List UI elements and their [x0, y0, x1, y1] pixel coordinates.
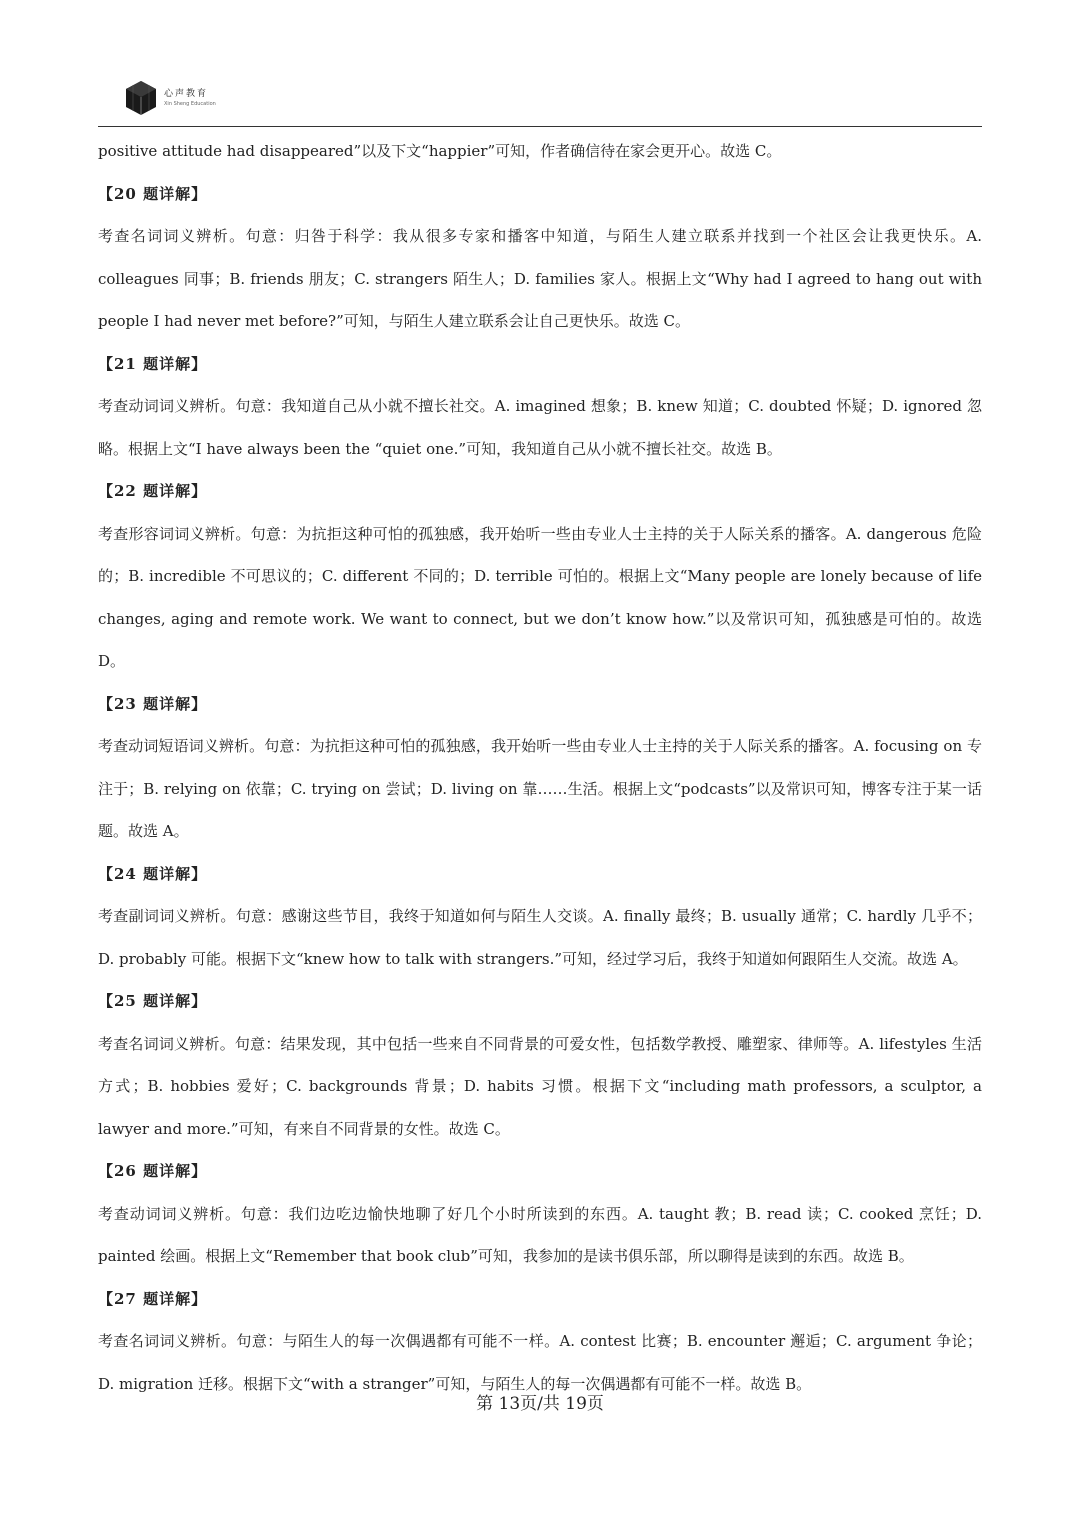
explanation-paragraph-26: 考查动词词义辨析。句意：我们边吃边愉快地聊了好几个小时所读到的东西。A. taught 教；B. read 读；C. cooked 烹饪；D. painted 绘画。根据上文“Remember that book club”可知，我参加的是读书俱乐部，所以聊得是读到的东西。故选 B。 [98, 1204, 982, 1265]
logo-chinese-name: 心声教育 [164, 88, 209, 99]
question-heading-23: 【23 题详解】 [98, 694, 208, 713]
body-paragraph: positive attitude had disappeared”以及下文“happier”可知，作者确信待在家会更开心。故选 C。 [98, 142, 782, 160]
logo-english-name: Xin Sheng Education [164, 100, 216, 107]
question-heading-22: 【22 题详解】 [98, 482, 208, 500]
page-header [98, 78, 982, 127]
explanation-paragraph-27: 考查名词词义辨析。句意：与陌生人的每一次偶遇都有可能不一样。A. contest 比赛；B. encounter 邂逅；C. argument 争论；D. migration 迁移。根据下文“with a stranger”可知，与陌生人的每一次偶遇都有可能不一样。故选 B。 [98, 1332, 982, 1393]
question-heading-24: 【24 题详解】 [98, 864, 208, 883]
explanation-paragraph-22: 考查形容词词义辨析。句意：为抗拒这种可怕的孤独感，我开始听一些由专业人士主持的关于人际关系的播客。A. dangerous 危险的；B. incredible 不可思议的；C. different 不同的；D. terrible 可怕的。根据上文“Many people are lonely because of life changes, aging and remote work. We want to connect, but we don’t know how.”以及常识可知，孤独感是可怕的。故选 D。 [98, 524, 982, 670]
page-number: 第 13页/共 19页 [476, 1394, 604, 1414]
question-heading-27: 【27 题详解】 [98, 1289, 208, 1308]
question-heading-25: 【25 题详解】 [98, 992, 208, 1010]
explanation-paragraph-25: 考查名词词义辨析。句意：结果发现，其中包括一些来自不同背景的可爱女性，包括数学教授、雕塑家、律师等。A. lifestyles 生活方式；B. hobbies 爱好；C. backgrounds 背景；D. habits 习惯。根据下文“including math professors, a sculptor, a lawyer and more.”可知，有来自不同背景的女性。故选 C。 [98, 1034, 982, 1138]
question-heading-26: 【26 题详解】 [98, 1162, 208, 1180]
explanation-paragraph-23: 考查动词短语词义辨析。句意：为抗拒这种可怕的孤独感，我开始听一些由专业人士主持的关于人际关系的播客。A. focusing on 专注于；B. relying on 依靠；C. trying on 尝试；D. living on 靠……生活。根据上文“podcasts”以及常识可知，博客专注于某一话题。故选 A。 [98, 737, 982, 840]
explanation-paragraph-21: 考查动词词义辨析。句意：我知道自己从小就不擅长社交。A. imagined 想象；B. knew 知道；C. doubted 怀疑；D. ignored 忽略。根据上文“I have always been the “quiet one.”可知，我知道自己从小就不擅长社交。故选 B。 [98, 397, 982, 458]
explanation-paragraph-20: 考查名词词义辨析。句意：归咎于科学：我从很多专家和播客中知道，与陌生人建立联系并找到一个社区会让我更快乐。A. colleagues 同事；B. friends 朋友；C. strangers 陌生人；D. families 家人。根据上文“Why had I agreed to hang out with people I had never met before?”可知，与陌生人建立联系会让自己更快乐。故选 C。 [98, 227, 982, 330]
question-heading-20: 【20 题详解】 [98, 184, 208, 203]
logo-cube-icon [124, 80, 158, 116]
logo [124, 80, 216, 116]
document-body [98, 130, 982, 1405]
explanation-paragraph-24: 考查副词词义辨析。句意：感谢这些节目，我终于知道如何与陌生人交谈。A. finally 最终；B. usually 通常；C. hardly 几乎不；D. probably 可能。根据下文“knew how to talk with strangers.”可知，经过学习后，我终于知道如何跟陌生人交流。故选 A。 [98, 907, 982, 968]
question-heading-21: 【21 题详解】 [98, 354, 208, 373]
